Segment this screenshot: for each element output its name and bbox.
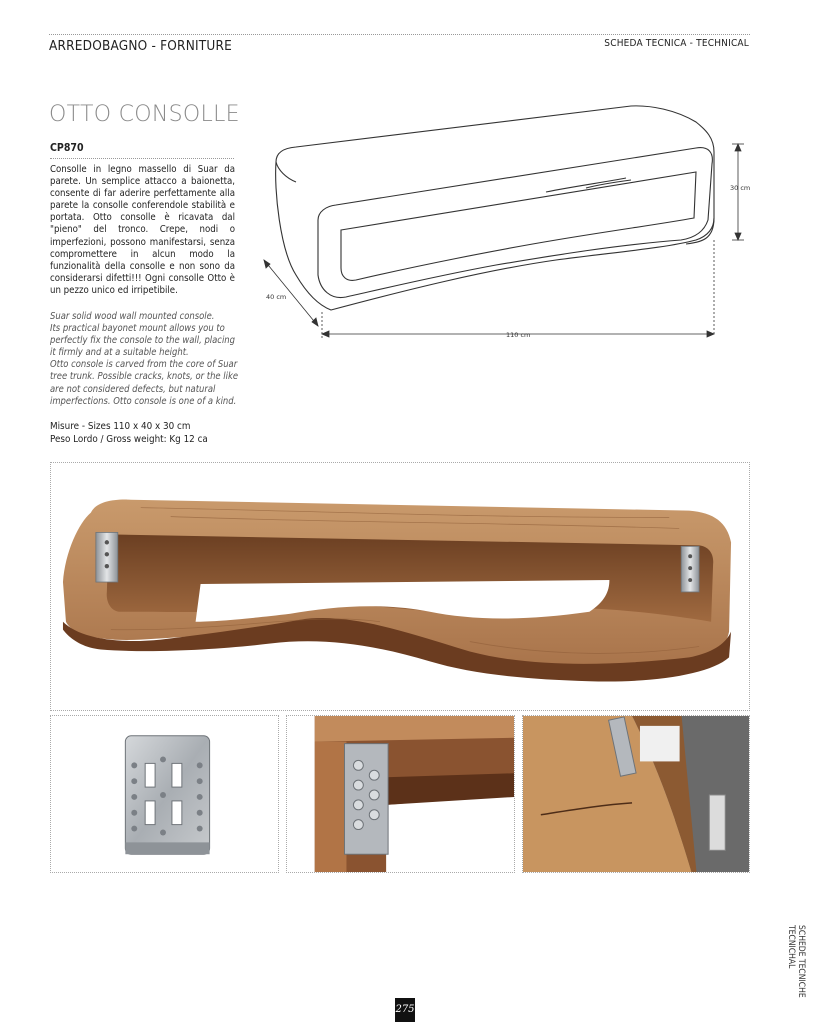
bayonet-plate-illustration [51,716,278,872]
product-sizes [50,421,208,446]
side-label-line2: TECNICHAL [786,925,797,969]
bracket-detail-photo [50,715,279,873]
description-english: Suar solid wood wall mounted console. Its practical bayonet mount allows you to perfectly fix the console to the wall, placing it firmly and at a suitable height. Otto console is carved from the core of Suar tree trunk. Possible cracks, knots, or the like are not considered defects, but natural imperfections. Otto console is one of a kind. [50,311,239,407]
product-code: CP870 [50,142,84,154]
console-line-drawing [256,100,756,350]
vertical-section-label [780,925,808,1005]
mounted-bracket-illustration [287,716,514,872]
code-divider [50,158,234,159]
wall-mount-detail-photo [522,715,750,873]
wall-mount-illustration [523,716,749,872]
description-italian: Consolle in legno massello di Suar da parete. Un semplice attacco a baionetta, consente di far aderire perfettamente alla parete la consolle conferendole stabilità e portata. Otto consolle è ricavata dal "pieno" del tronco. Crepe, nodi o imperfezioni, possono manifestarsi, senza compromettere in alcun modo la funzionalità della consolle e non sono da considerarsi difetti!!! Ogni consolle Otto è un pezzo unico ed irripetibile. [50,164,235,296]
side-label-line1: SCHEDE TECNICHE [796,925,806,998]
section-title: ARREDOBAGNO - FORNITURE [49,38,232,54]
main-product-photo [50,462,750,711]
product-title: OTTO CONSOLLE [49,102,240,127]
height-dimension-label: 30 cm [730,184,751,192]
console-photo-illustration [51,463,749,710]
header-rule [49,34,750,35]
width-dimension-label: 110 cm [506,331,531,339]
sizes-line: Misure - Sizes 110 x 40 x 30 cm [50,421,191,432]
sheet-label: SCHEDA TECNICA - TECHNICAL [604,38,749,49]
depth-dimension-label: 40 cm [266,293,287,301]
page-number: 275 [395,998,415,1022]
technical-drawing [256,100,756,350]
mounted-bracket-photo [286,715,515,873]
weight-line: Peso Lordo / Gross weight: Kg 12 ca [50,433,208,445]
